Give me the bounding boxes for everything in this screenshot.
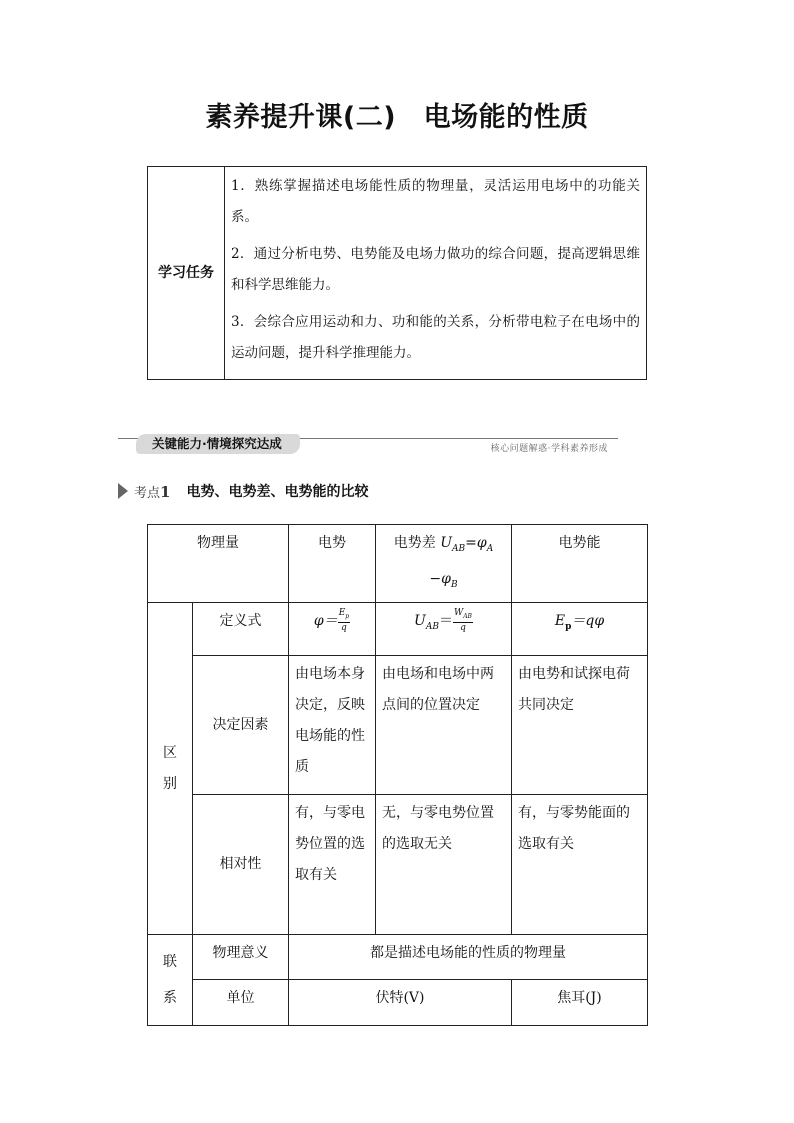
banner-tab-label: 关键能力·情境探究达成 [136, 434, 300, 454]
banner-subtitle: 核心问题解惑·学科素养形成 [490, 444, 608, 454]
factor-potential-energy: 由电势和试探电荷共同决定 [512, 656, 648, 795]
row-label-relativity: 相对性 [193, 795, 289, 935]
topic-title: 电势、电势差、电势能的比较 [186, 484, 369, 500]
unit-volt: 伏特(V) [289, 980, 512, 1026]
row-label-factor: 决定因素 [193, 656, 289, 795]
group-link-label: 联系 [163, 954, 177, 1006]
relative-potential-difference: 无，与零电势位置的选取无关 [376, 795, 512, 935]
header-potential-energy: 电势能 [512, 525, 648, 603]
learning-task-body [225, 167, 647, 380]
factor-potential-difference: 由电场和电场中两点间的位置决定 [376, 656, 512, 795]
header-potential: 电势 [289, 525, 376, 603]
section-banner [118, 432, 618, 458]
def-potential-difference: $U_{AB}=$ $\frac{W_{AB}}{q}$ [376, 603, 512, 656]
relative-potential-energy: 有，与零势能面的选取有关 [512, 795, 648, 935]
row-label-meaning: 物理意义 [193, 935, 289, 980]
topic-label [134, 482, 170, 501]
row-label-definition: 定义式 [193, 603, 289, 656]
def-potential-energy: $E_p=q\varphi$ [512, 603, 648, 656]
topic-heading [118, 480, 368, 502]
def-potential: φ＝ $\frac{E_p}{q}$ [289, 603, 376, 656]
group-difference-label: 区别 [163, 744, 177, 792]
header-potential-difference: 电势差 $U_{AB}=\varphi_A$ $-\varphi_B$ [376, 525, 512, 603]
meaning-value: 都是描述电场能的性质的物理量 [289, 935, 648, 980]
group-link [148, 935, 193, 1026]
topic-label-text: 考点 [134, 485, 161, 501]
task-item-1: 1．熟练掌握描述电场能性质的物理量，灵活运用电场中的功能关系。 [231, 178, 640, 225]
task-item-3: 3．会综合应用运动和力、功和能的关系，分析带电粒子在电场中的运动问题，提升科学推理能力。 [231, 314, 640, 361]
learning-task-table [147, 166, 647, 380]
comparison-table [147, 524, 648, 1026]
task-item-2: 2．通过分析电势、电势能及电场力做功的综合问题，提高逻辑思维和科学思维能力。 [231, 246, 640, 293]
row-label-unit: 单位 [193, 980, 289, 1026]
topic-number: 1 [160, 482, 171, 501]
group-difference [148, 603, 193, 935]
header-quantity: 物理量 [148, 525, 289, 603]
relative-potential: 有，与零电势位置的选取有关 [289, 795, 376, 935]
page-title: 素养提升课(二) 电场能的性质 [205, 102, 589, 133]
triangle-arrow-icon [118, 483, 128, 499]
factor-potential: 由电场本身决定，反映电场能的性质 [289, 656, 376, 795]
learning-task-header: 学习任务 [148, 167, 225, 380]
unit-joule: 焦耳(J) [512, 980, 648, 1026]
